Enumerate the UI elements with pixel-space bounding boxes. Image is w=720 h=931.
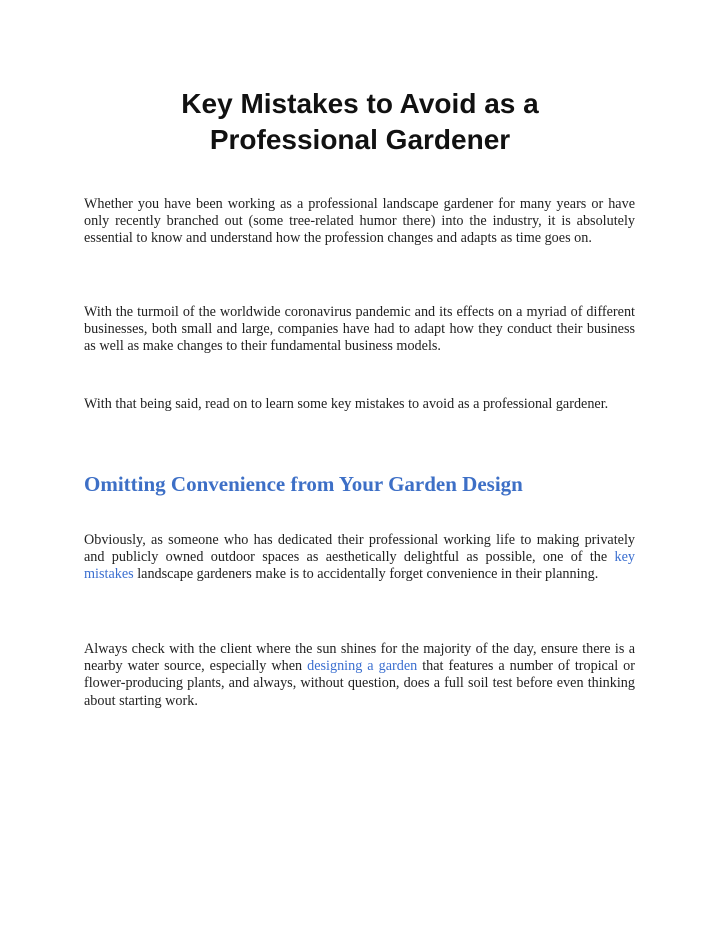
intro-paragraph: Whether you have been working as a professional landscape gardener for many years or have only recently branched out (some tree-related humor there) into the industry, it is absolutely essential to know and understand how the profession changes and adapts as time goes on. — [84, 196, 635, 247]
paragraph-text: landscape gardeners make is to accidentally forget convenience in their planning. — [133, 566, 599, 583]
designing-a-garden-link[interactable]: designing a garden — [307, 658, 418, 675]
pandemic-paragraph: With the turmoil of the worldwide coronavirus pandemic and its effects on a myriad of different businesses, both small and large, companies have had to adapt how they conduct their business as well as make changes to their fundamental business models. — [84, 304, 635, 355]
paragraph-text: Always check with the client where the sun shines for the majority of the day, ensure there is a nearby water source, especially when — [84, 641, 635, 675]
read-on-paragraph: With that being said, read on to learn some key mistakes to avoid as a professional gardener. — [84, 396, 609, 412]
key-mistakes-link[interactable]: key mistakes — [84, 549, 635, 583]
paragraph-text: that features a number of tropical or flower-producing plants, and always, without question, does a full soil test before even thinking about starting work. — [84, 658, 635, 709]
paragraph-text: Obviously, as someone who has dedicated their professional working life to making privately and publicly owned outdoor spaces as aesthetically delightful as possible, one of the — [84, 532, 635, 566]
title-line-1: Key Mistakes to Avoid as a — [181, 88, 539, 119]
convenience-paragraph — [84, 532, 635, 584]
client-check-paragraph — [84, 641, 635, 710]
page-title — [84, 86, 636, 158]
title-line-2: Professional Gardener — [209, 124, 511, 155]
section-heading: Omitting Convenience from Your Garden Design — [84, 472, 523, 496]
